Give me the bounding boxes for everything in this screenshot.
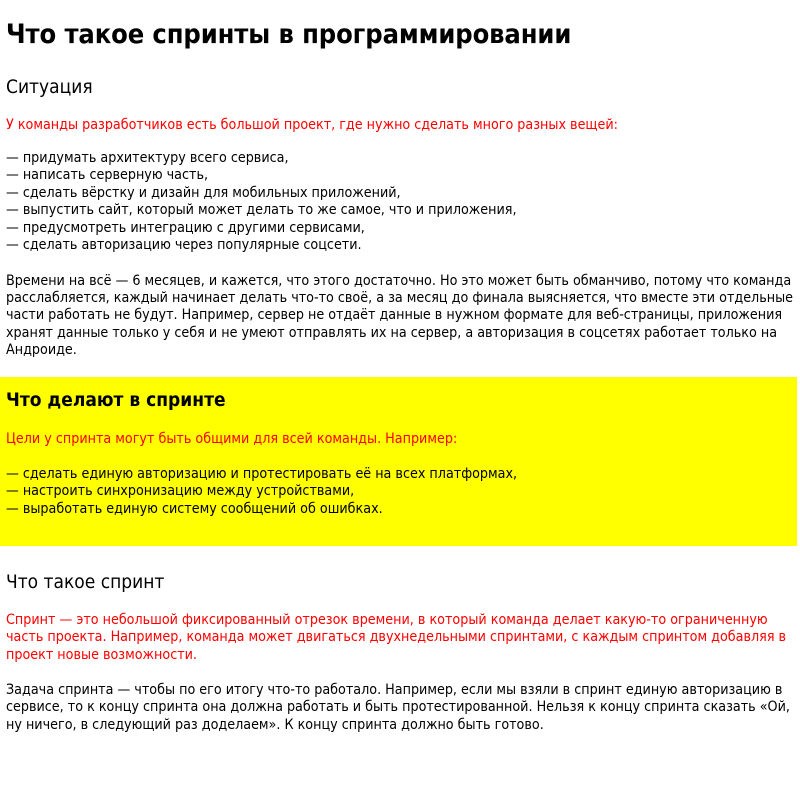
list-item: — придумать архитектуру всего сервиса, xyxy=(6,150,289,167)
situation-task-list xyxy=(6,150,794,254)
list-item: — предусмотреть интеграцию с другими сервисами, xyxy=(6,219,365,236)
article-header-region xyxy=(0,19,800,360)
article-page xyxy=(0,19,800,734)
list-item: — сделать единую авторизацию и протестировать её на всех платформах, xyxy=(6,465,518,482)
section-heading-what-is-sprint: Что такое спринт xyxy=(6,570,165,593)
sprint-work-goal-list xyxy=(6,466,791,518)
list-item: — написать серверную часть, xyxy=(6,167,209,184)
section-heading-situation: Ситуация xyxy=(6,75,93,98)
highlighted-section-content xyxy=(0,389,797,518)
what-is-sprint-definition-paragraph: Спринт — это небольшой фиксированный отрезок времени, в который команда делает какую-то ограниченную часть проекта. Например, команда может двигаться двухнедельными спринтами, с каждым спринтом добавляя в проект новые возможности. xyxy=(6,611,787,663)
list-item: — выпустить сайт, который может делать то же самое, что и приложения, xyxy=(6,202,517,219)
list-item: — настроить синхронизацию между устройствами, xyxy=(6,483,355,500)
article-footer-region xyxy=(0,571,800,734)
list-item: — сделать вёрстку и дизайн для мобильных приложений, xyxy=(6,184,401,201)
page-title: Что такое спринты в программировании xyxy=(6,19,572,50)
highlighted-section-sprint-work xyxy=(0,377,797,546)
list-item: — сделать авторизацию через популярные соцсети. xyxy=(6,237,362,254)
situation-body-paragraph: Времени на всё — 6 месяцев, и кажется, что этого достаточно. Но это может быть обманчиво, потому что команда расслабляется, каждый начинает делать что-то своё, а за месяц до финала выясняется, что вместе эти отдельные части работать не будут. Например, сервер не отдаёт данные в нужном формате для веб-страницы, приложения хранят данные только у себя и не умеют отправлять их на сервер, а авторизация в соцсетях работает только на Андроиде. xyxy=(6,272,794,359)
situation-lead-paragraph: У команды разработчиков есть большой проект, где нужно сделать много разных вещей: xyxy=(6,116,618,133)
sprint-work-lead-paragraph: Цели у спринта могут быть общими для всей команды. Например: xyxy=(6,431,458,448)
section-heading-sprint-work: Что делают в спринте xyxy=(6,388,226,411)
list-item: — выработать единую систему сообщений об ошибках. xyxy=(6,500,383,517)
what-is-sprint-goal-paragraph: Задача спринта — чтобы по его итогу что-то работало. Например, если мы взяли в спринт единую авторизацию в сервисе, то к концу спринта она должна работать и быть протестированной. Нельзя к концу спринта сказать «Ой, ну ничего, в следующий раз доделаем». К концу спринта должно быть готово. xyxy=(6,681,790,733)
